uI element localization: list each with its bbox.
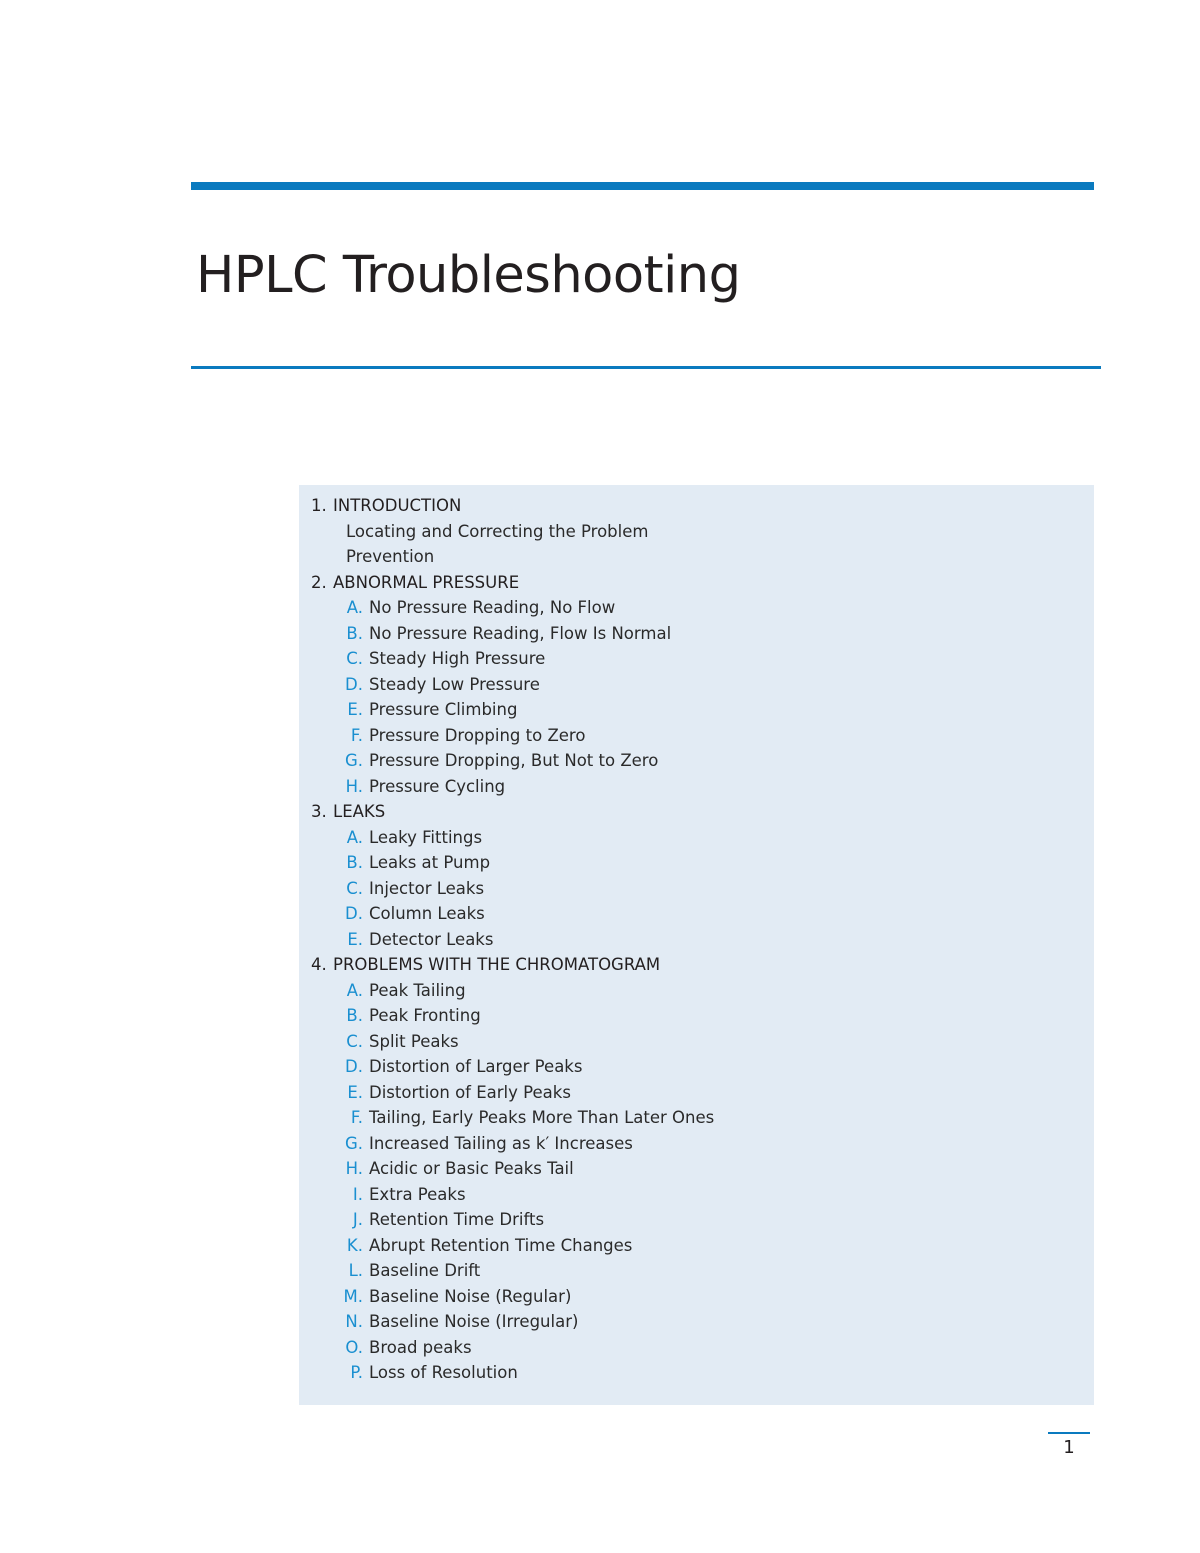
toc-item-text: Pressure Dropping, But Not to Zero [369, 751, 659, 770]
toc-item-letter: A. [346, 980, 363, 1000]
toc-section-label: ABNORMAL PRESSURE [333, 572, 520, 592]
toc-section-label: INTRODUCTION [333, 496, 462, 515]
toc-item-text: Extra Peaks [369, 1184, 466, 1204]
toc-item-text: Peak Tailing [369, 980, 466, 1000]
toc-item-letter: B. [346, 1006, 363, 1025]
toc-item-text: Leaky Fittings [369, 827, 483, 847]
toc-item-text: Pressure Cycling [369, 776, 506, 796]
toc-item [299, 1335, 1094, 1361]
toc-item [299, 646, 1094, 672]
toc-item-letter: C. [346, 1031, 363, 1051]
toc-item [299, 672, 1094, 698]
toc-item-letter: E. [347, 1082, 363, 1102]
toc-item-letter: H. [345, 1159, 363, 1178]
toc-item [299, 1258, 1094, 1284]
toc-item [299, 978, 1094, 1004]
toc-item-letter: F. [350, 725, 363, 745]
toc-item [299, 850, 1094, 876]
toc-section-number: 3. [311, 802, 327, 821]
toc-item [299, 1233, 1094, 1259]
toc-item [299, 1054, 1094, 1080]
toc-section-title [299, 570, 1094, 596]
toc-item-text: Retention Time Drifts [369, 1210, 545, 1229]
toc-subline: Locating and Correcting the Problem [346, 521, 649, 541]
toc-item-letter: F. [350, 1108, 363, 1127]
toc-item [299, 1284, 1094, 1310]
toc-item-text: Acidic or Basic Peaks Tail [369, 1159, 574, 1178]
toc-item [299, 595, 1094, 621]
toc-item [299, 1360, 1094, 1386]
toc-item [299, 927, 1094, 953]
toc-item-text: Split Peaks [369, 1031, 459, 1051]
toc-item [299, 1156, 1094, 1182]
toc-item-text: Pressure Dropping to Zero [369, 725, 586, 745]
toc-item-letter: P. [350, 1363, 363, 1382]
toc-item-letter: B. [346, 623, 363, 643]
toc-item-text: Tailing, Early Peaks More Than Later Ones [369, 1108, 715, 1127]
toc-item-letter: C. [346, 649, 363, 668]
toc-item-text: Pressure Climbing [369, 700, 518, 719]
toc-section-number: 4. [311, 955, 327, 974]
toc-section-title [299, 493, 1094, 519]
toc-item [299, 697, 1094, 723]
toc-item-text: Loss of Resolution [369, 1363, 518, 1382]
toc-item [299, 1207, 1094, 1233]
toc-item-letter: D. [345, 674, 363, 694]
toc-item-letter: K. [346, 1235, 363, 1255]
toc-item [299, 1029, 1094, 1055]
toc-item-letter: L. [348, 1261, 363, 1280]
toc-section-title [299, 952, 1094, 978]
table-of-contents [299, 485, 1094, 1405]
toc-item-text: Broad peaks [369, 1337, 472, 1357]
toc-item [299, 748, 1094, 774]
toc-item-letter: N. [345, 1312, 363, 1331]
toc-item-letter: H. [345, 776, 363, 796]
toc-item-text: Leaks at Pump [369, 853, 491, 872]
toc-section-label: PROBLEMS WITH THE CHROMATOGRAM [333, 955, 661, 974]
toc-item [299, 1131, 1094, 1157]
toc-item [299, 621, 1094, 647]
toc-item-text: Column Leaks [369, 904, 485, 923]
toc-item [299, 1105, 1094, 1131]
toc-item-text: Distortion of Larger Peaks [369, 1057, 583, 1076]
toc-section-title [299, 799, 1094, 825]
toc-item-letter: D. [345, 904, 363, 923]
toc-item-letter: A. [346, 598, 363, 617]
toc-item-letter: B. [346, 853, 363, 872]
toc-item-letter: D. [345, 1057, 363, 1076]
toc-item [299, 723, 1094, 749]
toc-item-letter: E. [347, 700, 363, 719]
toc-item-letter: E. [347, 929, 363, 949]
toc-item-text: Abrupt Retention Time Changes [369, 1235, 633, 1255]
page-number: 1 [1063, 1437, 1075, 1458]
toc-section-number: 1. [311, 496, 327, 515]
title-underline-rule [191, 366, 1101, 369]
toc-item-text: Steady Low Pressure [369, 674, 540, 694]
toc-item-text: No Pressure Reading, No Flow [369, 598, 616, 617]
toc-item-letter: G. [344, 1133, 363, 1153]
toc-item-letter: O. [345, 1337, 363, 1357]
toc-subline: Prevention [346, 547, 435, 566]
toc-section-label: LEAKS [333, 802, 386, 821]
toc-item [299, 825, 1094, 851]
top-accent-rule [191, 182, 1094, 190]
toc-item-text: Baseline Noise (Regular) [369, 1286, 572, 1306]
toc-item-text: Increased Tailing as k′ Increases [369, 1133, 633, 1153]
toc-item [299, 1182, 1094, 1208]
toc-item [299, 1003, 1094, 1029]
toc-item-text: Baseline Noise (Irregular) [369, 1312, 579, 1331]
toc-item-letter: M. [343, 1286, 363, 1306]
toc-item-letter: A. [346, 827, 363, 847]
toc-item [299, 1080, 1094, 1106]
toc-item-letter: I. [352, 1184, 363, 1204]
toc-item-text: Detector Leaks [369, 929, 494, 949]
toc-item-letter: C. [346, 878, 363, 898]
toc-item [299, 876, 1094, 902]
toc-item [299, 774, 1094, 800]
toc-item [299, 901, 1094, 927]
page-number-rule [1048, 1432, 1090, 1434]
toc-item-text: No Pressure Reading, Flow Is Normal [369, 623, 672, 643]
toc-item-text: Peak Fronting [369, 1006, 481, 1025]
page-title: HPLC Troubleshooting [196, 246, 741, 305]
toc-item-text: Baseline Drift [369, 1261, 481, 1280]
toc-section-number: 2. [311, 572, 327, 592]
toc-item-letter: J. [352, 1210, 363, 1229]
toc-item-text: Distortion of Early Peaks [369, 1082, 571, 1102]
toc-item-text: Steady High Pressure [369, 649, 546, 668]
toc-item-text: Injector Leaks [369, 878, 485, 898]
toc-item-letter: G. [344, 751, 363, 770]
toc-item [299, 1309, 1094, 1335]
